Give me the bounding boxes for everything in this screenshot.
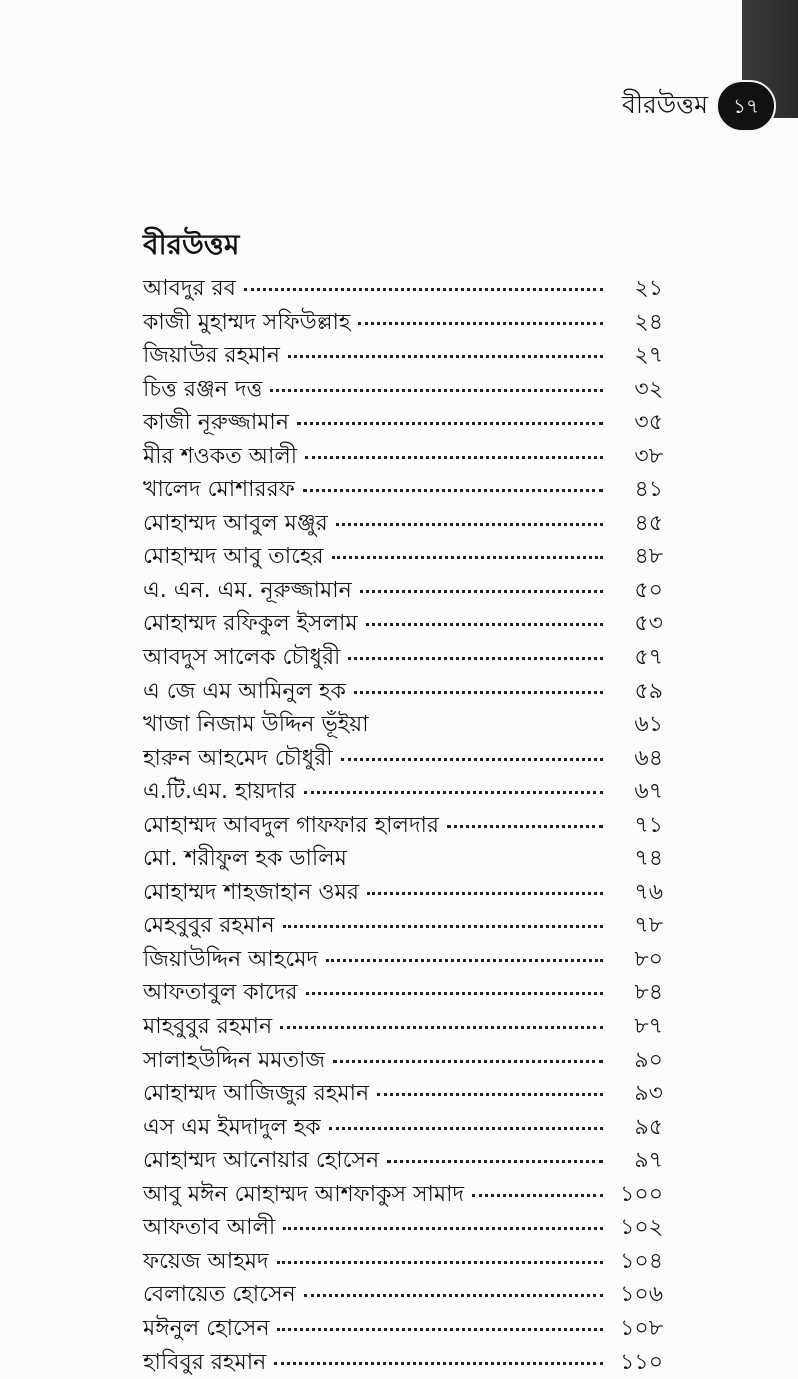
toc-entry-name: মোহাম্মদ শাহজাহান ওমর — [143, 876, 359, 909]
toc-entry-name: বেলায়েত হোসেন — [143, 1278, 296, 1311]
toc-entry-page: ৫০ — [613, 574, 663, 607]
toc-entry-name: মেহবুবুর রহমান — [143, 909, 275, 942]
toc-entry-page: ৪১ — [613, 473, 663, 506]
toc-entry-name: আফতাব আলী — [143, 1211, 275, 1244]
toc-entry-page: ২৭ — [613, 339, 663, 372]
toc-entry-name: জিয়াউর রহমান — [143, 339, 280, 372]
leader-dots — [360, 590, 603, 593]
leader-dots — [326, 959, 603, 962]
toc-entry[interactable] — [143, 473, 663, 507]
toc-entry[interactable] — [143, 976, 663, 1010]
table-of-contents — [143, 272, 663, 1379]
leader-dots — [377, 1093, 603, 1096]
toc-entry[interactable] — [143, 1144, 663, 1178]
toc-entry-name: মোহাম্মদ আবদুল গাফফার হালদার — [143, 809, 439, 842]
toc-entry[interactable] — [143, 1111, 663, 1145]
toc-entry-page: ৩৫ — [613, 406, 663, 439]
leader-dots — [472, 1194, 603, 1197]
leader-dots — [341, 758, 603, 761]
toc-entry[interactable] — [143, 1346, 663, 1379]
toc-entry[interactable] — [143, 306, 663, 340]
leader-dots — [354, 691, 603, 694]
toc-entry-name: এ.টি.এম. হায়দার — [143, 775, 296, 808]
toc-entry-page: ৭৮ — [613, 909, 663, 942]
toc-entry[interactable] — [143, 1312, 663, 1346]
toc-entry-page: ১০৬ — [613, 1278, 663, 1311]
toc-entry[interactable] — [143, 574, 663, 608]
toc-entry-page: ৫৭ — [613, 641, 663, 674]
toc-entry[interactable] — [143, 809, 663, 843]
leader-dots — [306, 992, 603, 995]
toc-entry-page: ৬১ — [613, 708, 663, 741]
leader-dots — [358, 322, 603, 325]
leader-dots — [304, 1294, 603, 1297]
toc-entry-page: ৮০ — [613, 943, 663, 976]
toc-entry[interactable] — [143, 507, 663, 541]
leader-dots — [333, 1060, 603, 1063]
toc-entry-name: আফতাবুল কাদের — [143, 976, 298, 1009]
leader-dots — [366, 623, 603, 626]
toc-entry-page: ১০৮ — [613, 1312, 663, 1345]
toc-entry-name: মোহাম্মদ আজিজুর রহমান — [143, 1077, 369, 1110]
toc-entry[interactable] — [143, 1044, 663, 1078]
toc-entry-page: ১১০ — [613, 1346, 663, 1379]
leader-dots — [305, 456, 603, 459]
toc-entry-name: খালেদ মোশাররফ — [143, 473, 295, 506]
toc-entry-name: হারুন আহমেদ চৌধুরী — [143, 742, 333, 775]
toc-entry[interactable] — [143, 1211, 663, 1245]
toc-entry[interactable] — [143, 373, 663, 407]
toc-entry[interactable] — [143, 339, 663, 373]
toc-entry-page: ৪৫ — [613, 507, 663, 540]
toc-entry[interactable] — [143, 406, 663, 440]
leader-dots — [387, 1160, 603, 1163]
toc-entry-name: জিয়াউদ্দিন আহমেদ — [143, 943, 318, 976]
toc-entry-page: ১০২ — [613, 1211, 663, 1244]
toc-entry-name: মীর শওকত আলী — [143, 440, 297, 473]
toc-entry-name: মাহবুবুর রহমান — [143, 1010, 272, 1043]
leader-dots — [274, 1362, 603, 1365]
toc-entry-page: ৯০ — [613, 1044, 663, 1077]
toc-entry[interactable] — [143, 641, 663, 675]
leader-dots — [270, 389, 603, 392]
toc-entry[interactable] — [143, 1010, 663, 1044]
leader-dots — [303, 489, 603, 492]
toc-entry[interactable] — [143, 876, 663, 910]
leader-dots — [367, 892, 603, 895]
toc-entry[interactable] — [143, 1178, 663, 1212]
toc-entry-name: চিত্ত রঞ্জন দত্ত — [143, 373, 262, 406]
leader-dots — [297, 422, 603, 425]
toc-entry-name: মোহাম্মদ রফিকুল ইসলাম — [143, 607, 358, 640]
toc-entry-page: ৩৮ — [613, 440, 663, 473]
toc-entry-page: ৮৭ — [613, 1010, 663, 1043]
leader-dots — [277, 1328, 603, 1331]
toc-entry-page: ২১ — [613, 272, 663, 305]
toc-entry-page: ৭১ — [613, 809, 663, 842]
leader-dots — [288, 355, 603, 358]
toc-entry-name: হাবিবুর রহমান — [143, 1346, 266, 1379]
toc-entry-name: আবদুস সালেক চৌধুরী — [143, 641, 340, 674]
leader-dots — [277, 1261, 603, 1264]
leader-dots — [280, 1026, 603, 1029]
toc-entry[interactable] — [143, 775, 663, 809]
toc-entry[interactable] — [143, 1278, 663, 1312]
toc-entry-page: ৫৯ — [613, 675, 663, 708]
toc-entry-page: ৫৩ — [613, 607, 663, 640]
toc-entry-page: ৪৮ — [613, 540, 663, 573]
toc-entry-name: এ জে এম আমিনুল হক — [143, 675, 346, 708]
toc-entry-name: কাজী মুহাম্মদ সফিউল্লাহ — [143, 306, 350, 339]
toc-entry-page: ৯৭ — [613, 1144, 663, 1177]
toc-entry-name: মোহাম্মদ আনোয়ার হোসেন — [143, 1144, 379, 1177]
toc-entry[interactable] — [143, 943, 663, 977]
leader-dots — [329, 1127, 603, 1130]
toc-entry-name: মোহাম্মদ আবুল মঞ্জুর — [143, 507, 328, 540]
toc-entry-page: ৮৪ — [613, 976, 663, 1009]
toc-entry-page: ৭৬ — [613, 876, 663, 909]
toc-entry[interactable] — [143, 842, 663, 876]
leader-dots — [447, 825, 603, 828]
toc-entry-page: ৩২ — [613, 373, 663, 406]
toc-entry-page: ৯৫ — [613, 1111, 663, 1144]
toc-entry-page: ১০০ — [613, 1178, 663, 1211]
leader-dots — [244, 288, 603, 291]
toc-entry-page: ৭৪ — [613, 842, 663, 875]
toc-entry[interactable] — [143, 540, 663, 574]
toc-entry-name: মঈনুল হোসেন — [143, 1312, 269, 1345]
toc-entry-name: এস এম ইমদাদুল হক — [143, 1111, 321, 1144]
leader-dots — [283, 1227, 603, 1230]
toc-entry-name: আবু মঈন মোহাম্মদ আশফাকুস সামাদ — [143, 1178, 464, 1211]
leader-dots — [283, 925, 603, 928]
toc-entry[interactable] — [143, 675, 663, 709]
toc-entry-page: ১০৪ — [613, 1245, 663, 1278]
toc-entry-name: আবদুর রব — [143, 272, 236, 305]
toc-entry[interactable] — [143, 742, 663, 776]
toc-entry[interactable] — [143, 909, 663, 943]
toc-entry-name: ফয়েজ আহমদ — [143, 1245, 269, 1278]
toc-entry-name: খাজা নিজাম উদ্দিন ভূঁইয়া — [143, 708, 369, 741]
toc-entry[interactable] — [143, 1077, 663, 1111]
toc-entry-page: ২৪ — [613, 306, 663, 339]
toc-entry[interactable] — [143, 272, 663, 306]
toc-entry[interactable] — [143, 1245, 663, 1279]
toc-entry-name: মোহাম্মদ আবু তাহের — [143, 540, 324, 573]
toc-entry-page: ৬৭ — [613, 775, 663, 808]
toc-entry-name: এ. এন. এম. নূরুজ্জামান — [143, 574, 352, 607]
toc-entry-name: মো. শরীফুল হক ডালিম — [143, 842, 347, 875]
leader-dots — [336, 523, 603, 526]
toc-entry-name: কাজী নূরুজ্জামান — [143, 406, 289, 439]
toc-entry[interactable] — [143, 708, 663, 742]
leader-dots — [348, 657, 603, 660]
toc-entry-page: ৬৪ — [613, 742, 663, 775]
section-title: বীরউত্তম — [143, 228, 239, 262]
toc-entry[interactable] — [143, 440, 663, 474]
leader-dots — [304, 791, 603, 794]
toc-entry[interactable] — [143, 607, 663, 641]
toc-entry-name: সালাহউদ্দিন মমতাজ — [143, 1044, 325, 1077]
toc-entry-page: ৯৩ — [613, 1077, 663, 1110]
leader-dots — [332, 556, 603, 559]
page-number-badge: ১৭ — [716, 80, 776, 132]
running-head-title: বীরউত্তম — [622, 90, 708, 120]
